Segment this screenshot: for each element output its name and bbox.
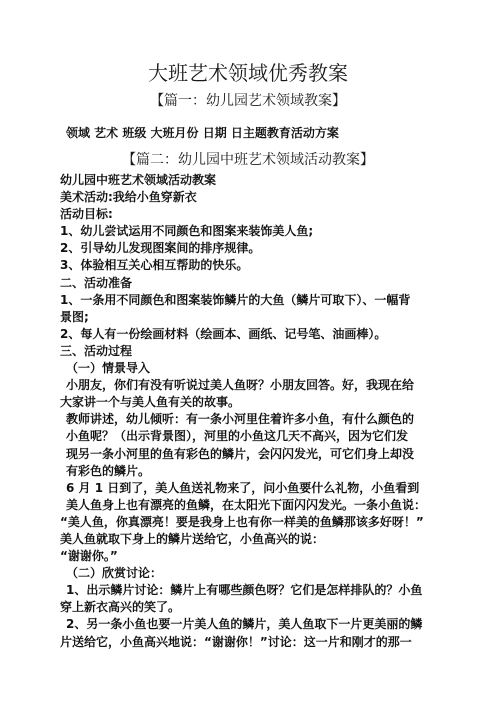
document-title: 大班艺术领域优秀教案 bbox=[148, 61, 348, 85]
body-line: 三、活动过程 bbox=[60, 343, 133, 358]
body-line: 教师讲述，幼儿倾听：有一条小河里住着许多小鱼，有什么颜色的 bbox=[66, 412, 415, 427]
body-line: 2、另一条小鱼也要一片美人鱼的鳞片，美人鱼取下一片更美丽的鳞 bbox=[66, 617, 423, 632]
body-line: 2、每人有一份绘画材料（绘画本、画纸、记号笔、油画棒）。 bbox=[60, 326, 387, 341]
section-heading-part-two: 【篇二：幼儿园中班艺术领域活动教案】 bbox=[122, 152, 374, 168]
body-line: 美人鱼就取下身上的鳞片送给它，小鱼高兴的说： bbox=[60, 531, 325, 546]
body-line: 小朋友，你们有没有听说过美人鱼呀？小朋友回答。好，我现在给 bbox=[66, 378, 415, 393]
body-line: 大家讲一个与美人鱼有关的故事。 bbox=[60, 395, 241, 410]
body-line: 6 月 1 日到了，美人鱼送礼物来了，问小鱼要什么礼物，小鱼看到 bbox=[66, 480, 420, 495]
section-heading-part-one: 【篇一：幼儿园艺术领域教案】 bbox=[150, 93, 346, 109]
body-line: 1、出示鳞片讨论：鳞片上有哪些颜色呀？它们是怎样排队的？小鱼 bbox=[66, 583, 423, 598]
body-line: 3、体验相互关心相互帮助的快乐。 bbox=[60, 258, 249, 273]
body-line: 活动目标: bbox=[60, 207, 113, 222]
body-line: 美术活动:我给小鱼穿新衣 bbox=[60, 190, 197, 205]
body-line: 穿上新衣高兴的笑了。 bbox=[60, 600, 181, 615]
body-line: “美人鱼，你真漂亮！要是我身上也有你一样美的鱼鳞那该多好呀！” bbox=[60, 514, 424, 529]
body-line: 1、一条用不同颜色和图案装饰鳞片的大鱼（鳞片可取下）、一幅背 bbox=[60, 292, 411, 307]
body-line: 片送给它，小鱼高兴地说：“谢谢你！”讨论：这一片和刚才的那一 bbox=[60, 634, 412, 649]
body-line: 幼儿园中班艺术领域活动教案 bbox=[60, 173, 217, 187]
body-line: （二）欣赏讨论： bbox=[66, 566, 163, 581]
body-line: 二、活动准备 bbox=[60, 275, 133, 290]
body-line: “谢谢你。” bbox=[60, 549, 118, 564]
body-line: 美人鱼身上也有漂亮的鱼鳞，在太阳光下面闪闪发光。一条小鱼说： bbox=[66, 497, 427, 512]
body-line: 景图; bbox=[60, 309, 89, 324]
body-line: 1、幼儿尝试运用不同颜色和图案来装饰美人鱼; bbox=[60, 224, 314, 239]
body-line: 小鱼呢？（出示背景图），河里的小鱼这几天不高兴，因为它们发 bbox=[66, 429, 409, 444]
body-line: （一）情景导入 bbox=[66, 361, 151, 376]
document-body bbox=[60, 172, 440, 651]
meta-line: 领域 艺术 班级 大班月份 日期 日主题教育活动方案 bbox=[66, 126, 339, 140]
body-line: 2、引导幼儿发现图案间的排序规律。 bbox=[60, 241, 261, 256]
body-line: 有彩色的鳞片。 bbox=[66, 463, 151, 478]
body-line: 现另一条小河里的鱼有彩色的鳞片，会闪闪发光，可它们身上却没 bbox=[66, 446, 415, 461]
